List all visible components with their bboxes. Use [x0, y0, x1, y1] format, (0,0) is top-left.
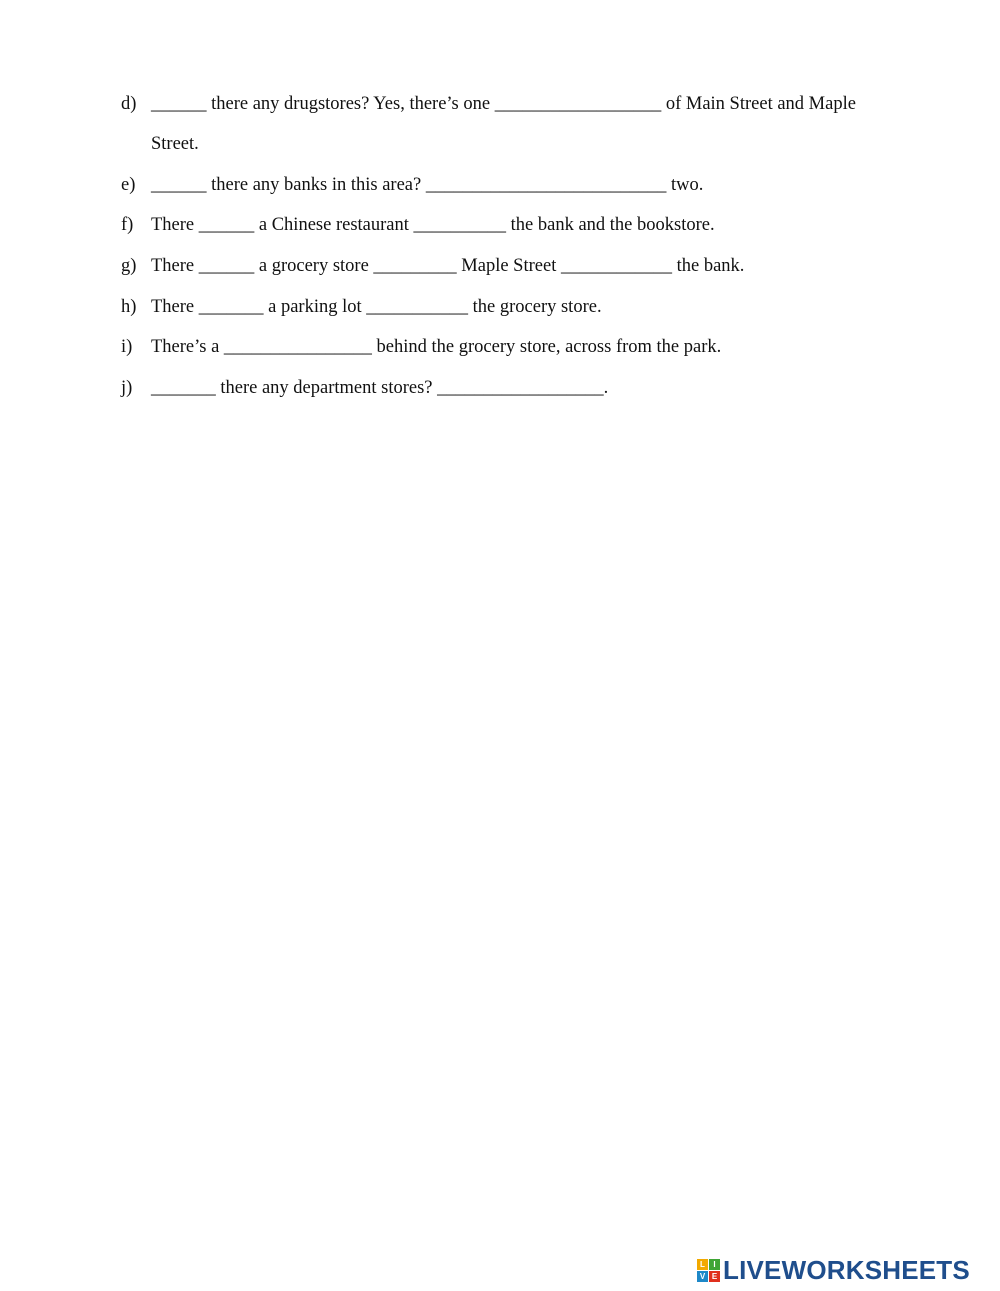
logo-block: V	[697, 1271, 708, 1282]
question-text: There’s a ________________ behind the grocery store, across from the park.	[151, 337, 722, 357]
question-text-continuation: Street.	[151, 134, 199, 154]
question-letter: g)	[121, 256, 137, 276]
question-letter: e)	[121, 175, 136, 195]
question-text: _______ there any department stores? __________________.	[151, 378, 609, 398]
question-text: There ______ a grocery store _________ Maple Street ____________ the bank.	[151, 256, 745, 276]
question-letter: d)	[121, 94, 137, 114]
question-text: There _______ a parking lot ___________ the grocery store.	[151, 297, 602, 317]
liveworksheets-logo	[697, 1254, 970, 1286]
question-letter: i)	[121, 337, 133, 357]
logo-wordmark: LIVEWORKSHEETS	[723, 1254, 970, 1285]
logo-blocks-icon	[697, 1259, 720, 1282]
question-letter: f)	[121, 215, 134, 235]
logo-block: I	[709, 1259, 720, 1270]
question-text: There ______ a Chinese restaurant __________ the bank and the bookstore.	[151, 215, 715, 235]
question-letter: j)	[121, 378, 133, 398]
question-letter: h)	[121, 297, 137, 317]
question-text: ______ there any drugstores? Yes, there’s one __________________ of Main Street and Maple	[151, 94, 856, 114]
question-text: ______ there any banks in this area? __________________________ two.	[151, 175, 704, 195]
logo-block: L	[697, 1259, 708, 1270]
logo-block: E	[709, 1271, 720, 1282]
